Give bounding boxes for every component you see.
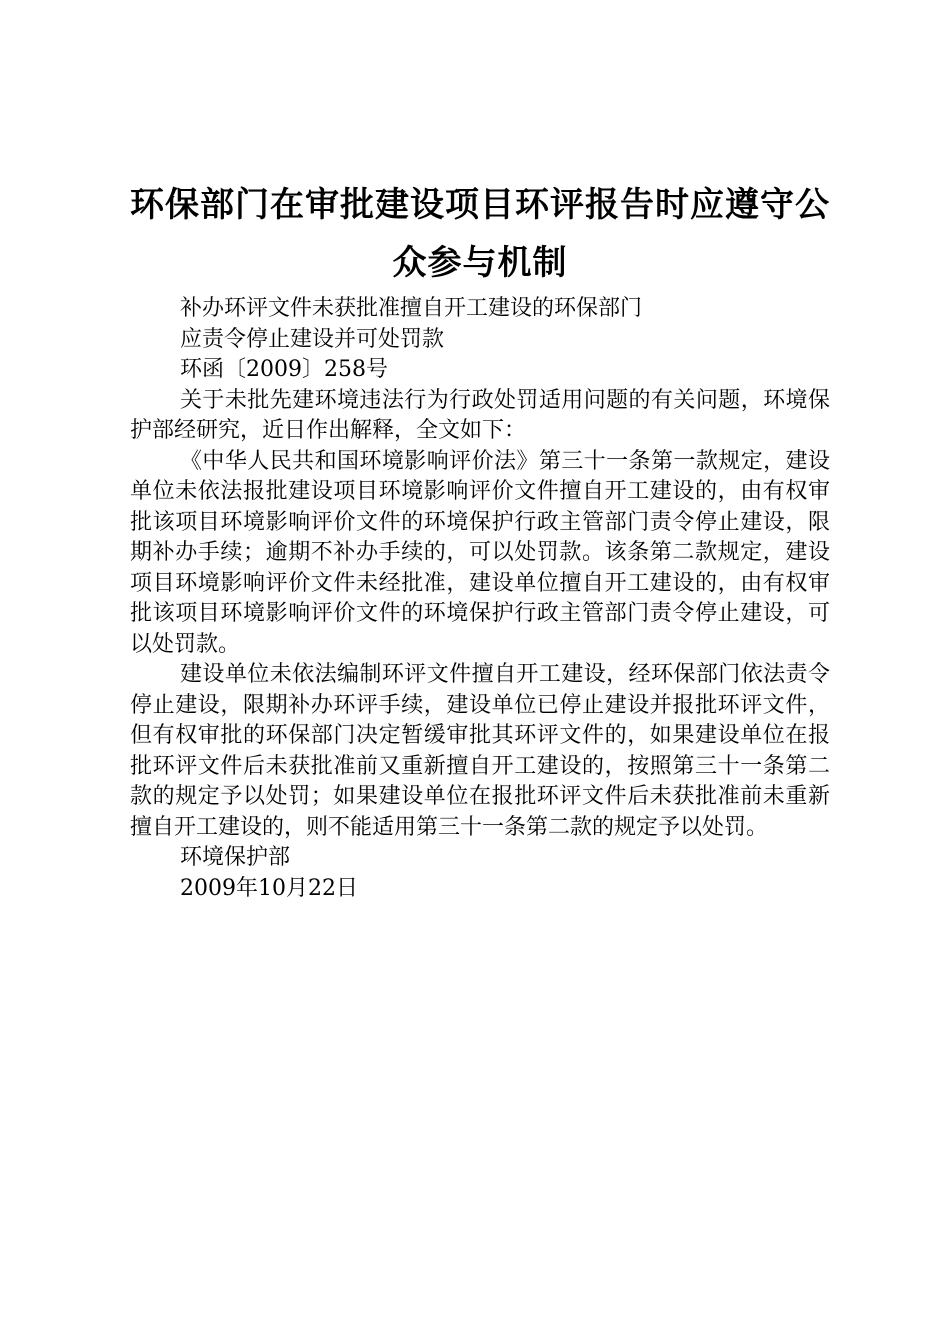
document-body [130,294,830,904]
document-number: 环函〔2009〕258号 [180,357,388,382]
title-line-1: 环保部门在审批建设项目环评报告时应遵守公 [130,185,830,225]
subtitle-line-2: 应责令停止建设并可处罚款 [180,326,445,352]
paragraph-intro: 关于未批先建环境违法行为行政处罚适用问题的有关问题，环境保护部经研究，近日作出解释，全文如下： [130,387,830,443]
signature-date: 2009年10月22日 [180,875,358,901]
paragraph-law-article: 《中华人民共和国环境影响评价法》第三十一条第一款规定，建设单位未依法报批建设项目环境影响评价文件擅自开工建设的，由有权审批该项目环境影响评价文件的环境保护行政主管部门责令停止建设，限期补办手续；逾期不补办手续的，可以处罚款。该条第二款规定，建设项目环境影响评价文件未经批准，建设单位擅自开工建设的，由有权审批该项目环境影响评价文件的环境保护行政主管部门责令停止建设，可以处罚款。 [130,448,830,657]
subtitle-line-1: 补办环评文件未获批准擅自开工建设的环保部门 [180,296,643,321]
title-line-2: 众参与机制 [392,243,568,283]
signature-org: 环境保护部 [180,845,291,870]
document-page [130,176,830,904]
document-title [130,176,830,292]
paragraph-interpretation: 建设单位未依法编制环评文件擅自开工建设，经环保部门依法责令停止建设，限期补办环评手续，建设单位已停止建设并报批环评文件，但有权审批的环保部门决定暂缓审批其环评文件的，如果建设单位在报批环评文件后未获批准前又重新擅自开工建设的，按照第三十一条第二款的规定予以处罚；如果建设单位在报批环评文件后未获批准前未重新擅自开工建设的，则不能适用第三十一条第二款的规定予以处罚。 [130,662,830,840]
